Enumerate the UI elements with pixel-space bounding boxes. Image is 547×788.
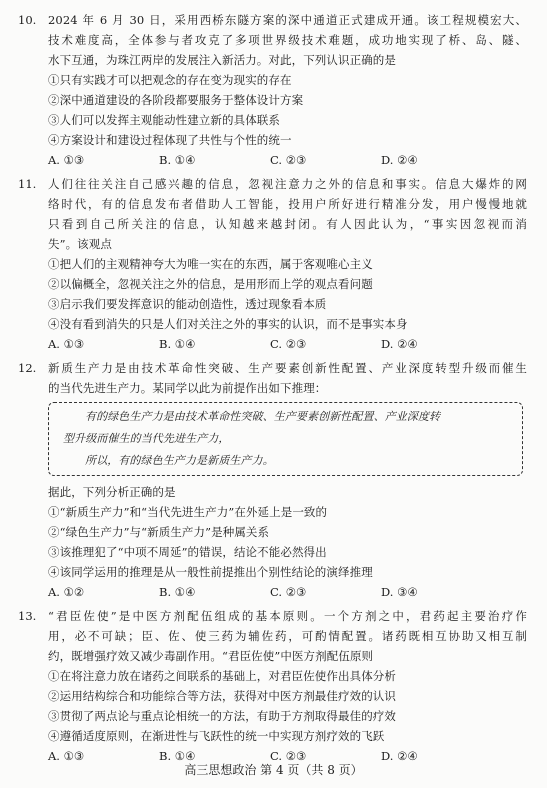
question-stem-line: “君臣佐使”是中医方剂配伍组成的基本原则。一个方剂之中，君药起主要治疗作 bbox=[48, 609, 527, 623]
question-stem-line: 的当代先进生产力。某同学以此为前提作出如下推理： bbox=[48, 381, 327, 395]
question-stem-line: 只看到自己所关注的信息，认知越来越封闭。有人因此认为，“事实因忽视而消 bbox=[48, 217, 527, 231]
choice-c[interactable]: C. ②③ bbox=[270, 153, 307, 167]
question-stem-line: 人们往往关注自己感兴趣的信息，忽视注意力之外的信息和事实。信息大爆炸的网 bbox=[48, 177, 527, 191]
option-statement: ①在将注意力放在诸药之间联系的基础上，对君臣佐使作出具体分析 bbox=[48, 669, 396, 683]
option-statement: ④遵循适度原则，在渐进性与飞跃性的统一中实现方剂疗效的飞跃 bbox=[48, 729, 385, 743]
reasoning-line: 型升级而催生的当代先进生产力， bbox=[63, 432, 230, 445]
option-statement: ②深中通道建设的各阶段都要服务于整体设计方案 bbox=[48, 93, 304, 107]
answer-choices bbox=[48, 334, 527, 354]
question-number: 10. bbox=[18, 13, 37, 27]
choice-c[interactable]: C. ②③ bbox=[270, 337, 307, 351]
choice-b[interactable]: B. ①④ bbox=[159, 585, 196, 599]
question-stem-line: 用，必不可缺；臣、佐、使三药为辅佐药，可酌情配置。诸药既相互协助又相互制 bbox=[48, 629, 527, 643]
question-13 bbox=[18, 606, 527, 766]
question-stem-line: 失”。该观点 bbox=[48, 237, 112, 251]
option-statement: ③人们可以发挥主观能动性建立新的具体联系 bbox=[48, 113, 280, 127]
option-statement: ①把人们的主观精神夸大为唯一实在的东西，属于客观唯心主义 bbox=[48, 257, 373, 271]
option-statement: ④方案设计和建设过程体现了共性与个性的统一 bbox=[48, 133, 292, 147]
choice-c[interactable]: C. ②③ bbox=[270, 585, 307, 599]
question-stem-line: 络时代，有的信息发布者借助人工智能，投用户所好进行精准分发，用户慢慢地就 bbox=[48, 197, 527, 211]
reasoning-line: 有的绿色生产力是由技术革命性突破、生产要素创新性配置、产业深度转 bbox=[85, 410, 441, 423]
option-statement: ③该推理犯了“中项不周延”的错误，结论不能必然得出 bbox=[48, 545, 327, 559]
question-11 bbox=[18, 174, 527, 354]
option-statement: ③启示我们要发挥意识的能动创造性，透过现象看本质 bbox=[48, 297, 327, 311]
question-number: 13. bbox=[18, 609, 37, 623]
question-stem-line: 水下互通，为珠江两岸的发展注入新活力。对此，下列认识正确的是 bbox=[48, 53, 396, 67]
option-statement: ②运用结构综合和功能综合等方法，获得对中医方剂最佳疗效的认识 bbox=[48, 689, 396, 703]
reasoning-box bbox=[48, 402, 523, 476]
choice-a[interactable]: A. ①③ bbox=[48, 749, 85, 763]
question-10 bbox=[18, 10, 527, 170]
option-statement: ①“新质生产力”和“当代先进生产力”在外延上是一致的 bbox=[48, 505, 328, 519]
choice-a[interactable]: A. ①③ bbox=[48, 337, 85, 351]
choice-d[interactable]: D. ②④ bbox=[381, 153, 418, 167]
option-statement: ②以偏概全，忽视关注之外的信息，是用形而上学的观点看问题 bbox=[48, 277, 373, 291]
choice-b[interactable]: B. ①④ bbox=[159, 153, 196, 167]
question-12 bbox=[18, 358, 527, 602]
page-footer: 高三思想政治 第 4 页（共 8 页） bbox=[184, 763, 363, 777]
question-stem-line: 新质生产力是由技术革命性突破、生产要素创新性配置、产业深度转型升级而催生 bbox=[48, 361, 527, 375]
question-number: 11. bbox=[18, 177, 37, 191]
reasoning-line: 所以，有的绿色生产力是新质生产力。 bbox=[85, 454, 274, 467]
option-statement: ④该同学运用的推理是从一般性前提推出个别性结论的演绎推理 bbox=[48, 565, 373, 579]
question-stem-line: 2024 年 6 月 30 日，采用西桥东隧方案的深中通道正式建成开通。该工程规模宏大、 bbox=[48, 13, 527, 27]
answer-choices bbox=[48, 150, 527, 170]
question-number: 12. bbox=[18, 361, 37, 375]
choice-a[interactable]: A. ①② bbox=[48, 585, 85, 599]
question-lead: 据此，下列分析正确的是 bbox=[48, 485, 176, 499]
option-statement: ①只有实践才可以把观念的存在变为现实的存在 bbox=[48, 73, 292, 87]
choice-a[interactable]: A. ①③ bbox=[48, 153, 85, 167]
answer-choices bbox=[48, 582, 527, 602]
choice-c[interactable]: C. ②③ bbox=[270, 749, 307, 763]
question-stem-line: 约，既增强疗效又减少毒副作用。“君臣佐使”中医方剂配伍原则 bbox=[48, 649, 374, 663]
option-statement: ②“绿色生产力”与“新质生产力”是种属关系 bbox=[48, 525, 270, 539]
question-stem-line: 技术难度高，全体参与者攻克了多项世界级技术难题，成功地实现了桥、岛、隧、 bbox=[48, 33, 527, 47]
choice-b[interactable]: B. ①④ bbox=[159, 337, 196, 351]
choice-d[interactable]: D. ②④ bbox=[381, 749, 418, 763]
choice-b[interactable]: B. ①④ bbox=[159, 749, 196, 763]
choice-d[interactable]: D. ②④ bbox=[381, 337, 418, 351]
choice-d[interactable]: D. ③④ bbox=[381, 585, 418, 599]
option-statement: ④没有看到消失的只是人们对关注之外的事实的认识，而不是事实本身 bbox=[48, 317, 408, 331]
option-statement: ③贯彻了两点论与重点论相统一的方法，有助于方剂取得最佳的疗效 bbox=[48, 709, 396, 723]
